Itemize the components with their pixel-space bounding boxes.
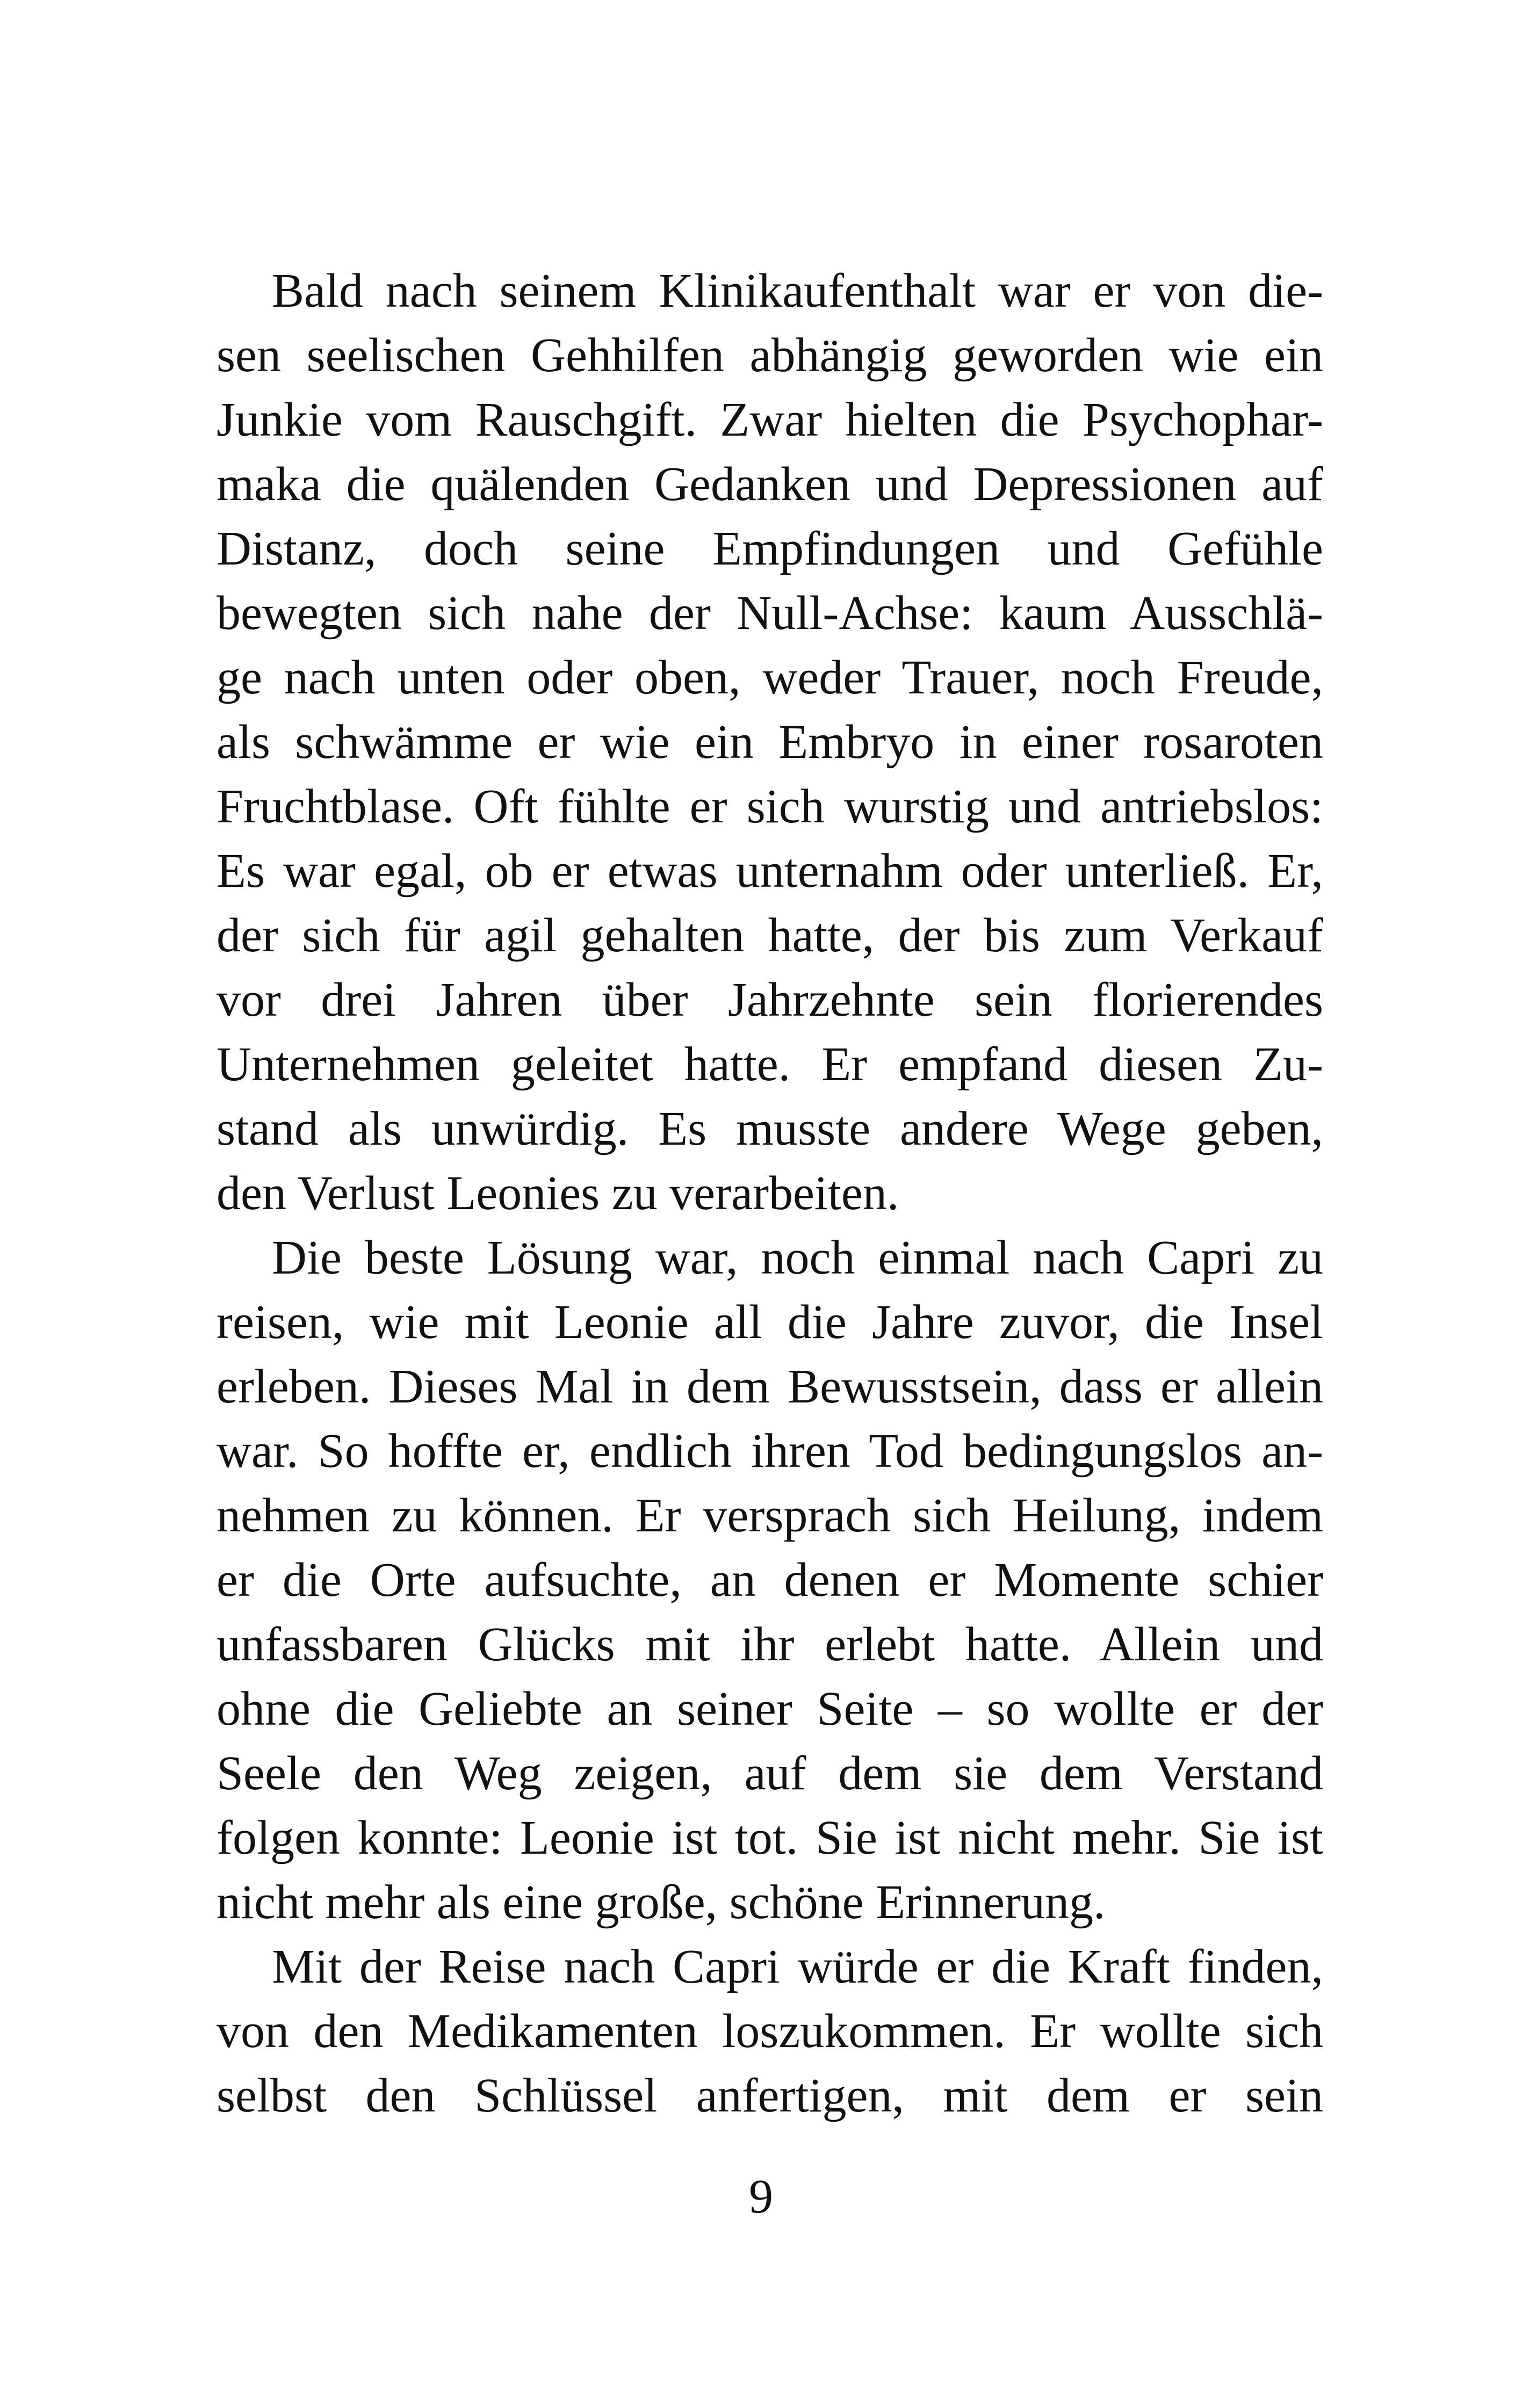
text-line: war. So hoffte er, endlich ihren Tod bedingungslos an- xyxy=(217,1424,1323,1478)
text-line: Junkie vom Rauschgift. Zwar hielten die Psychophar- xyxy=(217,393,1323,446)
text-line: vor drei Jahren über Jahrzehnte sein florierendes xyxy=(217,973,1323,1026)
text-line: Es war egal, ob er etwas unternahm oder unterließ. Er, xyxy=(217,844,1323,898)
text-line: der sich für agil gehalten hatte, der bis zum Verkauf xyxy=(217,909,1323,962)
text-line: den Verlust Leonies zu verarbeiten. xyxy=(217,1167,899,1220)
text-line: erleben. Dieses Mal in dem Bewusstsein, dass er allein xyxy=(217,1360,1323,1413)
text-line: Unternehmen geleitet hatte. Er empfand diesen Zu- xyxy=(217,1038,1323,1091)
text-line: bewegten sich nahe der Null-Achse: kaum Ausschlä- xyxy=(217,587,1323,640)
text-line: ge nach unten oder oben, weder Trauer, noch Freude, xyxy=(217,651,1323,704)
text-line: als schwämme er wie ein Embryo in einer rosaroten xyxy=(217,715,1323,769)
text-line: Bald nach seinem Klinikaufenthalt war er von die- xyxy=(272,264,1323,317)
text-line: Fruchtblase. Oft fühlte er sich wurstig und antriebslos: xyxy=(217,780,1323,833)
page-number: 9 xyxy=(749,2170,773,2223)
text-line: Mit der Reise nach Capri würde er die Kraft finden, xyxy=(272,1940,1323,1993)
text-line: Distanz, doch seine Empfindungen und Gefühle xyxy=(217,522,1323,575)
text-line: stand als unwürdig. Es musste andere Wege geben, xyxy=(217,1102,1323,1155)
text-line: Die beste Lösung war, noch einmal nach Capri zu xyxy=(272,1231,1323,1284)
body-text xyxy=(217,259,1323,2128)
paragraph xyxy=(217,1935,1323,2128)
text-line: nicht mehr als eine große, schöne Erinnerung. xyxy=(217,1876,1106,1929)
text-line: selbst den Schlüssel anfertigen, mit dem er sein xyxy=(217,2069,1323,2122)
text-line: unfassbaren Glücks mit ihr erlebt hatte. Allein und xyxy=(217,1618,1323,1671)
text-line: sen seelischen Gehhilfen abhängig geworden wie ein xyxy=(217,329,1323,382)
paragraph xyxy=(217,1226,1323,1935)
text-line: von den Medikamenten loszukommen. Er wollte sich xyxy=(217,2005,1323,2058)
text-line: reisen, wie mit Leonie all die Jahre zuvor, die Insel xyxy=(217,1296,1323,1349)
text-line: ohne die Geliebte an seiner Seite – so wollte er der xyxy=(217,1682,1323,1736)
text-line: maka die quälenden Gedanken und Depressionen auf xyxy=(217,458,1323,511)
text-line: nehmen zu können. Er versprach sich Heilung, indem xyxy=(217,1489,1323,1542)
paragraph xyxy=(217,259,1323,1226)
text-line: folgen konnte: Leonie ist tot. Sie ist nicht mehr. Sie ist xyxy=(217,1811,1323,1864)
text-line: Seele den Weg zeigen, auf dem sie dem Verstand xyxy=(217,1747,1323,1800)
text-line: er die Orte aufsuchte, an denen er Momente schier xyxy=(217,1553,1323,1607)
